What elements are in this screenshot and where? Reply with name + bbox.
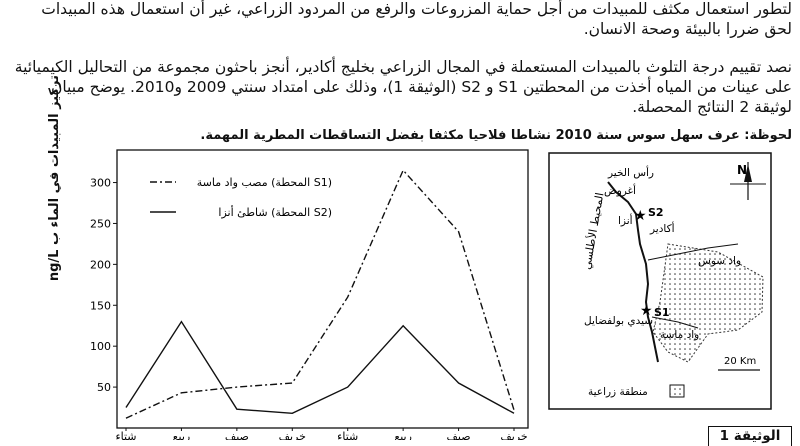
place-cap-ghir: رأس الخير xyxy=(607,165,654,179)
legend-swatch xyxy=(670,385,684,397)
x-tick-label: شتاء xyxy=(337,430,358,440)
intro-line-5: لوثيقة 2 النتائج المحصلة. xyxy=(8,98,792,116)
map xyxy=(548,152,772,410)
place-aghroud: أغروض xyxy=(604,183,636,197)
chart-ylabel: تركيز المبيدات في الماء ب ng/L xyxy=(47,75,62,305)
x-tick-label: صيف xyxy=(447,430,471,440)
ocean-label: المحيط الأطلسي xyxy=(579,191,606,270)
y-tick-label: 200 xyxy=(90,258,111,271)
place-oued-souss: واد سوس xyxy=(698,255,741,267)
intro-line-1: لتطور استعمال مكثف للمبيدات من أجل حماية المزروعات والرفع من المردود الزراعي، غير أن استعمال هذه المبيدات xyxy=(8,0,792,18)
pesticide-chart xyxy=(84,148,535,440)
note: لحوظة: عرف سهل سوس سنة 2010 نشاطا فلاحيا مكثفا بفضل التساقطات المطرية المهمة. xyxy=(200,128,792,143)
scale-label: 20 Km xyxy=(724,356,756,367)
y-tick-label: 100 xyxy=(90,340,111,353)
y-tick-label: 300 xyxy=(90,177,111,190)
place-sidi-boulfdail: سيدي بولفضايل xyxy=(584,315,653,327)
x-tick-label: ربيع xyxy=(173,430,191,440)
north-label: N xyxy=(737,163,747,177)
x-tick-label: شتاء xyxy=(115,430,136,440)
legend-s1-label: مصب واد ماسة (المحطة S1) xyxy=(197,176,332,189)
place-agadir: أكادير xyxy=(649,221,675,235)
map-svg xyxy=(548,152,772,410)
series-s2-line xyxy=(126,322,514,414)
y-tick-label: 150 xyxy=(90,299,111,312)
legend-label: منطقة زراعية xyxy=(588,386,648,398)
legend-s2-label: شاطئ أنزا (المحطة S2) xyxy=(218,205,332,219)
x-tick-label: خريف xyxy=(279,430,306,440)
label-s1: S1 xyxy=(654,306,670,319)
plot-frame xyxy=(117,150,528,428)
intro-line-3: نصد تقييم درجة التلوث بالمبيدات المستعملة في المجال الزراعي بخليج أكادير، أنجز باحثون مجموعة من التحاليل الكيميائية xyxy=(8,58,792,76)
intro-line-4: على عينات من المياه أخذت من المحطتين S1 و S2 (الوثيقة 1)، وذلك على امتداد سنتي 2009 و2010. يوضح مبيان xyxy=(8,78,792,96)
intro-line-2: لحق ضررا بالبيئة وصحة الانسان. xyxy=(8,20,792,38)
doc-label: الوثيقة 1 xyxy=(708,426,792,446)
label-s2: S2 xyxy=(648,206,664,219)
station-s1-star: ★ xyxy=(640,303,653,319)
station-s2-star: ★ xyxy=(634,208,647,224)
y-tick-label: 50 xyxy=(97,381,111,394)
x-tick-label: صيف xyxy=(225,430,249,440)
place-anza: أنزا xyxy=(618,213,633,227)
chart-svg xyxy=(84,148,535,440)
x-tick-label: ربيع xyxy=(394,430,412,440)
x-tick-label: خريف xyxy=(500,430,527,440)
y-tick-label: 250 xyxy=(90,217,111,230)
place-oued-massa: واد ماسة xyxy=(660,329,699,341)
